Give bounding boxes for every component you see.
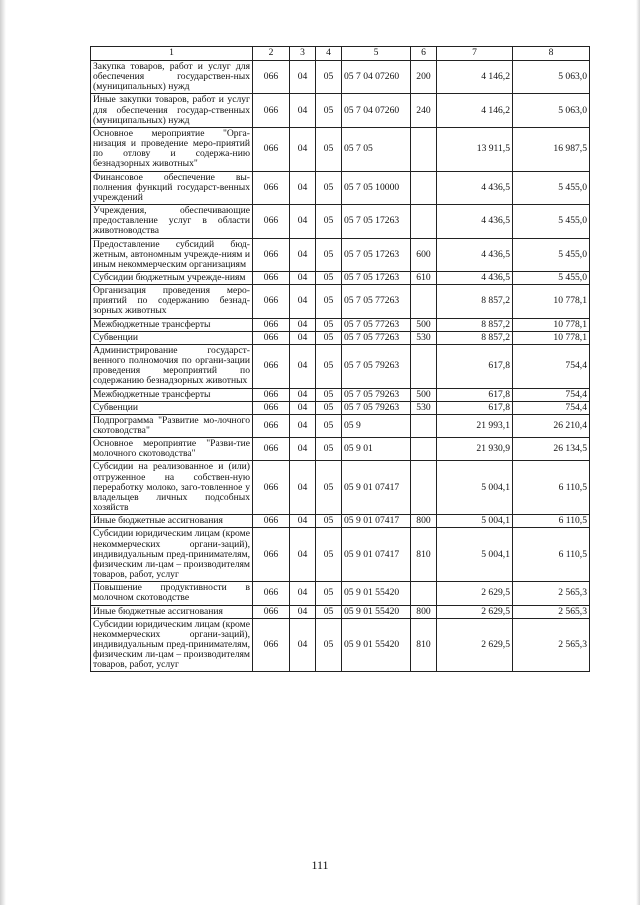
- row-target-article-cell: 05 9: [342, 414, 411, 437]
- row-subsection-cell: 05: [316, 401, 342, 414]
- row-target-article-cell: 05 7 05 79263: [342, 344, 411, 388]
- row-target-article-cell: 05 9 01 55420: [342, 618, 411, 672]
- row-target-article-cell: 05 7 05 10000: [342, 171, 411, 204]
- row-expense-type-cell: 530: [411, 331, 437, 344]
- row-subsection-cell: 05: [316, 238, 342, 271]
- row-target-article-cell: 05 9 01 07417: [342, 515, 411, 528]
- row-expense-type-cell: [411, 171, 437, 204]
- row-section-cell: 04: [290, 605, 316, 618]
- row-target-article-cell: 05 9 01: [342, 438, 411, 461]
- table-row: [91, 127, 590, 171]
- row-expense-type-cell: [411, 344, 437, 388]
- row-target-article-cell: 05 7 05 17263: [342, 205, 411, 238]
- row-amount-year2-cell: 5 455,0: [513, 205, 590, 238]
- row-amount-year1-cell: 8 857,2: [437, 331, 513, 344]
- row-section-cell: 04: [290, 61, 316, 94]
- row-target-article-cell: 05 7 05 77263: [342, 318, 411, 331]
- table-row: [91, 438, 590, 461]
- row-name-cell: Предоставление субсидий бюд-жетным, автономным учрежде-ниям и иным некоммерческим организациям: [91, 238, 253, 271]
- row-ministry-code-cell: 066: [253, 318, 290, 331]
- row-expense-type-cell: [411, 461, 437, 515]
- row-expense-type-cell: 500: [411, 318, 437, 331]
- row-name-cell: Межбюджетные трансферты: [91, 318, 253, 331]
- row-section-cell: 04: [290, 438, 316, 461]
- row-amount-year2-cell: 6 110,5: [513, 528, 590, 582]
- row-amount-year1-cell: 8 857,2: [437, 318, 513, 331]
- row-ministry-code-cell: 066: [253, 461, 290, 515]
- row-amount-year1-cell: 617,8: [437, 401, 513, 414]
- row-target-article-cell: 05 7 05 79263: [342, 388, 411, 401]
- scan-edge-left: [0, 0, 6, 905]
- row-amount-year1-cell: 4 146,2: [437, 61, 513, 94]
- table-row: [91, 582, 590, 605]
- row-expense-type-cell: 600: [411, 238, 437, 271]
- row-subsection-cell: 05: [316, 414, 342, 437]
- row-name-cell: Субвенции: [91, 401, 253, 414]
- row-amount-year1-cell: 2 629,5: [437, 605, 513, 618]
- row-amount-year1-cell: 4 436,5: [437, 238, 513, 271]
- row-amount-year2-cell: 754,4: [513, 401, 590, 414]
- row-section-cell: 04: [290, 344, 316, 388]
- row-subsection-cell: 05: [316, 285, 342, 318]
- row-name-cell: Межбюджетные трансферты: [91, 388, 253, 401]
- row-target-article-cell: 05 7 05 77263: [342, 331, 411, 344]
- row-target-article-cell: 05 7 05: [342, 127, 411, 171]
- row-amount-year2-cell: 754,4: [513, 344, 590, 388]
- row-amount-year2-cell: 26 210,4: [513, 414, 590, 437]
- row-amount-year1-cell: 5 004,1: [437, 461, 513, 515]
- row-subsection-cell: 05: [316, 271, 342, 284]
- table-row: [91, 285, 590, 318]
- row-amount-year2-cell: 5 455,0: [513, 238, 590, 271]
- row-target-article-cell: 05 7 04 07260: [342, 94, 411, 127]
- row-expense-type-cell: 500: [411, 388, 437, 401]
- row-ministry-code-cell: 066: [253, 271, 290, 284]
- row-amount-year2-cell: 2 565,3: [513, 605, 590, 618]
- row-subsection-cell: 05: [316, 127, 342, 171]
- header-cell-5: 5: [342, 47, 411, 61]
- row-target-article-cell: 05 7 04 07260: [342, 61, 411, 94]
- row-section-cell: 04: [290, 582, 316, 605]
- row-amount-year1-cell: 13 911,5: [437, 127, 513, 171]
- row-name-cell: Иные бюджетные ассигнования: [91, 515, 253, 528]
- row-ministry-code-cell: 066: [253, 618, 290, 672]
- row-expense-type-cell: [411, 438, 437, 461]
- row-amount-year1-cell: 2 629,5: [437, 582, 513, 605]
- row-subsection-cell: 05: [316, 94, 342, 127]
- row-expense-type-cell: 800: [411, 515, 437, 528]
- row-name-cell: Субсидии юридическим лицам (кроме некоммерческих органи-заций), индивидуальным пред-принимателям, физическим ли-цам – производителям товаров, работ, услуг: [91, 618, 253, 672]
- row-amount-year1-cell: 21 930,9: [437, 438, 513, 461]
- row-name-cell: Иные закупки товаров, работ и услуг для обеспечения государ-ственных (муниципальных) нужд: [91, 94, 253, 127]
- header-cell-8: 8: [513, 47, 590, 61]
- row-section-cell: 04: [290, 528, 316, 582]
- row-expense-type-cell: [411, 127, 437, 171]
- row-expense-type-cell: [411, 414, 437, 437]
- row-subsection-cell: 05: [316, 582, 342, 605]
- row-target-article-cell: 05 7 05 77263: [342, 285, 411, 318]
- row-section-cell: 04: [290, 285, 316, 318]
- row-subsection-cell: 05: [316, 61, 342, 94]
- row-amount-year2-cell: 6 110,5: [513, 515, 590, 528]
- budget-table: [90, 46, 590, 672]
- row-subsection-cell: 05: [316, 331, 342, 344]
- table-header-row: [91, 47, 590, 61]
- row-section-cell: 04: [290, 414, 316, 437]
- row-amount-year2-cell: 5 455,0: [513, 171, 590, 204]
- table-row: [91, 344, 590, 388]
- row-target-article-cell: 05 7 05 79263: [342, 401, 411, 414]
- row-expense-type-cell: [411, 205, 437, 238]
- table-row: [91, 171, 590, 204]
- table-row: [91, 94, 590, 127]
- row-ministry-code-cell: 066: [253, 171, 290, 204]
- row-subsection-cell: 05: [316, 318, 342, 331]
- row-ministry-code-cell: 066: [253, 438, 290, 461]
- row-name-cell: Закупка товаров, работ и услуг для обеспечения государствен-ных (муниципальных) нужд: [91, 61, 253, 94]
- row-subsection-cell: 05: [316, 618, 342, 672]
- row-section-cell: 04: [290, 401, 316, 414]
- row-amount-year2-cell: 5 063,0: [513, 61, 590, 94]
- table-row: [91, 401, 590, 414]
- row-amount-year1-cell: 2 629,5: [437, 618, 513, 672]
- row-subsection-cell: 05: [316, 388, 342, 401]
- row-ministry-code-cell: 066: [253, 344, 290, 388]
- row-amount-year1-cell: 5 004,1: [437, 515, 513, 528]
- table-row: [91, 238, 590, 271]
- row-subsection-cell: 05: [316, 205, 342, 238]
- row-subsection-cell: 05: [316, 438, 342, 461]
- row-section-cell: 04: [290, 331, 316, 344]
- table-row: [91, 618, 590, 672]
- table-row: [91, 61, 590, 94]
- row-amount-year1-cell: 21 993,1: [437, 414, 513, 437]
- row-ministry-code-cell: 066: [253, 331, 290, 344]
- row-expense-type-cell: 810: [411, 618, 437, 672]
- table-row: [91, 515, 590, 528]
- row-ministry-code-cell: 066: [253, 205, 290, 238]
- row-section-cell: 04: [290, 238, 316, 271]
- row-amount-year1-cell: 8 857,2: [437, 285, 513, 318]
- row-expense-type-cell: [411, 285, 437, 318]
- table-row: [91, 461, 590, 515]
- table-row: [91, 331, 590, 344]
- row-ministry-code-cell: 066: [253, 528, 290, 582]
- header-cell-4: 4: [316, 47, 342, 61]
- row-target-article-cell: 05 9 01 55420: [342, 582, 411, 605]
- row-section-cell: 04: [290, 388, 316, 401]
- table-row: [91, 605, 590, 618]
- row-ministry-code-cell: 066: [253, 401, 290, 414]
- row-expense-type-cell: [411, 582, 437, 605]
- row-name-cell: Субсидии юридическим лицам (кроме некоммерческих органи-заций), индивидуальным пред-принимателям, физическим ли-цам – производителям товаров, работ, услуг: [91, 528, 253, 582]
- row-name-cell: Организация проведения меро-приятий по содержанию безнад-зорных животных: [91, 285, 253, 318]
- row-amount-year2-cell: 10 778,1: [513, 331, 590, 344]
- table-row: [91, 528, 590, 582]
- row-ministry-code-cell: 066: [253, 605, 290, 618]
- row-ministry-code-cell: 066: [253, 515, 290, 528]
- row-subsection-cell: 05: [316, 171, 342, 204]
- row-ministry-code-cell: 066: [253, 414, 290, 437]
- row-section-cell: 04: [290, 515, 316, 528]
- row-amount-year2-cell: 16 987,5: [513, 127, 590, 171]
- row-expense-type-cell: 610: [411, 271, 437, 284]
- row-ministry-code-cell: 066: [253, 127, 290, 171]
- row-target-article-cell: 05 9 01 07417: [342, 461, 411, 515]
- row-expense-type-cell: 530: [411, 401, 437, 414]
- row-target-article-cell: 05 9 01 55420: [342, 605, 411, 618]
- row-target-article-cell: 05 7 05 17263: [342, 238, 411, 271]
- row-name-cell: Основное мероприятие "Разви-тие молочного скотоводства": [91, 438, 253, 461]
- row-section-cell: 04: [290, 171, 316, 204]
- row-section-cell: 04: [290, 618, 316, 672]
- row-subsection-cell: 05: [316, 461, 342, 515]
- row-expense-type-cell: 240: [411, 94, 437, 127]
- row-name-cell: Основное мероприятие "Орга-низация и проведение меро-приятий по отлову и содержа-нию безнадзорных животных": [91, 127, 253, 171]
- row-name-cell: Субсидии бюджетным учрежде-ниям: [91, 271, 253, 284]
- table-row: [91, 414, 590, 437]
- row-amount-year2-cell: 5 455,0: [513, 271, 590, 284]
- row-ministry-code-cell: 066: [253, 61, 290, 94]
- row-amount-year2-cell: 2 565,3: [513, 582, 590, 605]
- row-ministry-code-cell: 066: [253, 94, 290, 127]
- row-name-cell: Финансовое обеспечение вы-полнения функций государст-венных учреждений: [91, 171, 253, 204]
- row-name-cell: Подпрограмма "Развитие мо-лочного скотоводства": [91, 414, 253, 437]
- row-expense-type-cell: 200: [411, 61, 437, 94]
- row-expense-type-cell: 800: [411, 605, 437, 618]
- header-cell-3: 3: [290, 47, 316, 61]
- row-amount-year2-cell: 26 134,5: [513, 438, 590, 461]
- row-name-cell: Субвенции: [91, 331, 253, 344]
- row-name-cell: Иные бюджетные ассигнования: [91, 605, 253, 618]
- row-amount-year2-cell: 754,4: [513, 388, 590, 401]
- row-amount-year1-cell: 617,8: [437, 388, 513, 401]
- row-amount-year1-cell: 5 004,1: [437, 528, 513, 582]
- table-row: [91, 388, 590, 401]
- table-body: [91, 47, 590, 672]
- table-row: [91, 318, 590, 331]
- row-amount-year1-cell: 4 436,5: [437, 171, 513, 204]
- row-target-article-cell: 05 9 01 07417: [342, 528, 411, 582]
- row-section-cell: 04: [290, 318, 316, 331]
- row-subsection-cell: 05: [316, 515, 342, 528]
- row-amount-year2-cell: 10 778,1: [513, 318, 590, 331]
- row-section-cell: 04: [290, 94, 316, 127]
- row-amount-year1-cell: 4 436,5: [437, 271, 513, 284]
- table-row: [91, 271, 590, 284]
- row-target-article-cell: 05 7 05 17263: [342, 271, 411, 284]
- page-number: 111: [311, 858, 329, 872]
- row-amount-year2-cell: 2 565,3: [513, 618, 590, 672]
- row-amount-year2-cell: 5 063,0: [513, 94, 590, 127]
- row-subsection-cell: 05: [316, 344, 342, 388]
- row-ministry-code-cell: 066: [253, 388, 290, 401]
- row-name-cell: Администрирование государст-венного полномочия по органи-зации проведения мероприятий по содержанию безнадзорных животных: [91, 344, 253, 388]
- header-cell-1: 1: [91, 47, 253, 61]
- row-name-cell: Учреждения, обеспечивающие предоставление услуг в области животноводства: [91, 205, 253, 238]
- header-cell-6: 6: [411, 47, 437, 61]
- row-amount-year2-cell: 6 110,5: [513, 461, 590, 515]
- table-row: [91, 205, 590, 238]
- row-amount-year1-cell: 617,8: [437, 344, 513, 388]
- row-amount-year2-cell: 10 778,1: [513, 285, 590, 318]
- row-ministry-code-cell: 066: [253, 285, 290, 318]
- row-expense-type-cell: 810: [411, 528, 437, 582]
- header-cell-2: 2: [253, 47, 290, 61]
- row-ministry-code-cell: 066: [253, 582, 290, 605]
- row-subsection-cell: 05: [316, 605, 342, 618]
- row-amount-year1-cell: 4 146,2: [437, 94, 513, 127]
- row-section-cell: 04: [290, 205, 316, 238]
- row-section-cell: 04: [290, 271, 316, 284]
- header-cell-7: 7: [437, 47, 513, 61]
- row-name-cell: Повышение продуктивности в молочном скотоводстве: [91, 582, 253, 605]
- row-section-cell: 04: [290, 127, 316, 171]
- scan-edge-right: [636, 0, 640, 905]
- row-subsection-cell: 05: [316, 528, 342, 582]
- row-amount-year1-cell: 4 436,5: [437, 205, 513, 238]
- row-section-cell: 04: [290, 461, 316, 515]
- row-ministry-code-cell: 066: [253, 238, 290, 271]
- row-name-cell: Субсидии на реализованное и (или) отгруженное на собствен-ную переработку молоко, заго-товленное у владельцев личных подсобных хозяйств: [91, 461, 253, 515]
